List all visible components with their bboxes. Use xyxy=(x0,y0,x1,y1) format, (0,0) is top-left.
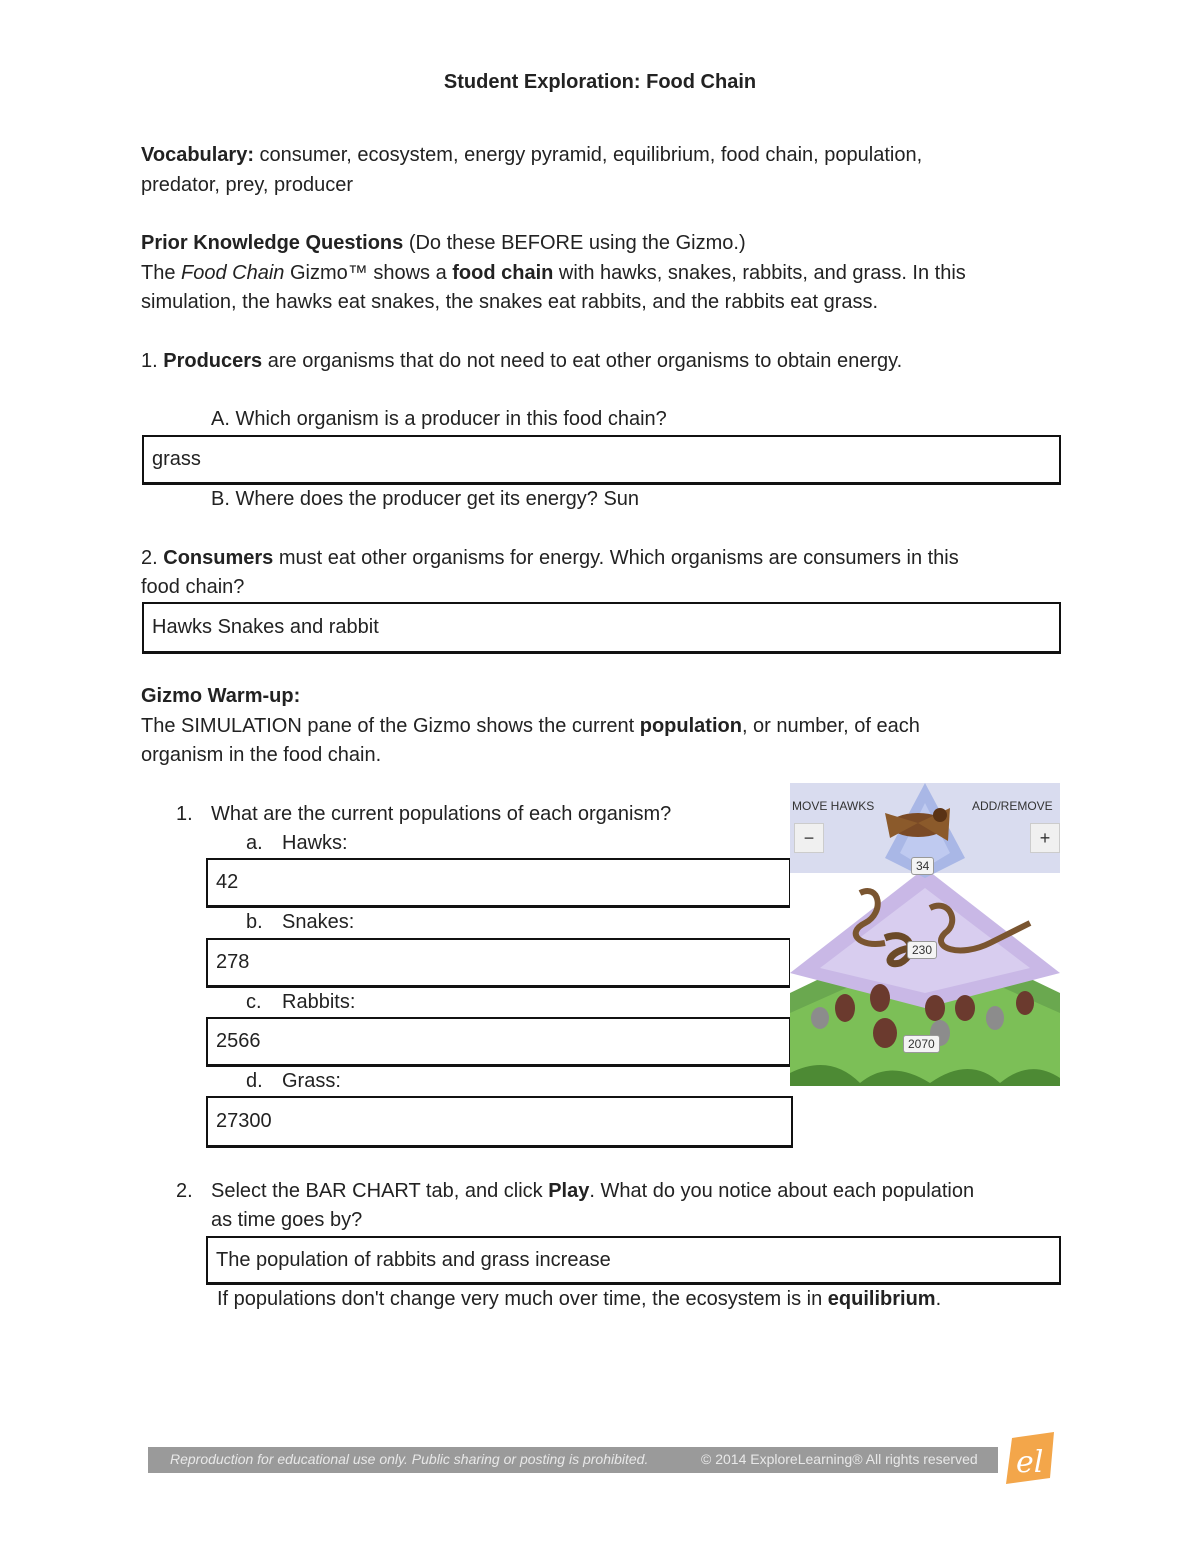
question-text: must eat other organisms for energy. Which organisms are consumers in this xyxy=(273,547,959,569)
prior-question-1b: B. Where does the producer get its energy? Sun xyxy=(211,488,640,510)
warmup-intro-line-2: organism in the food chain. xyxy=(141,744,382,766)
gizmo-add-label: ADD/REMOVE xyxy=(972,799,1053,813)
prior-intro-line-2: simulation, the hawks eat snakes, the snakes eat rabbits, and the rabbits eat grass. xyxy=(141,291,879,313)
answer-field-rabbits[interactable]: 2566 xyxy=(206,1017,791,1067)
item-label-snakes: Snakes: xyxy=(282,911,355,933)
warmup-heading: Gizmo Warm-up: xyxy=(141,685,301,707)
gizmo-snake-count: 230 xyxy=(907,941,937,959)
intro-bold: food chain xyxy=(452,262,554,284)
prior-heading-note: (Do these BEFORE using the Gizmo.) xyxy=(403,232,746,254)
page-title: Student Exploration: Food Chain xyxy=(443,71,757,93)
intro-text: , or number, of each xyxy=(741,715,920,737)
vocabulary-terms-1: consumer, ecosystem, energy pyramid, equilibrium, food chain, population, xyxy=(254,144,923,166)
intro-text: The xyxy=(141,262,182,284)
question-text: are organisms that do not need to eat other organisms to obtain energy. xyxy=(262,350,903,372)
prior-question-1 xyxy=(141,350,902,373)
item-letter: d. xyxy=(246,1070,263,1092)
item-letter: c. xyxy=(246,991,262,1013)
answer-field-grass[interactable]: 27300 xyxy=(206,1096,793,1148)
item-letter: b. xyxy=(246,911,263,933)
gizmo-pyramid-image xyxy=(790,783,1060,1086)
item-label-grass: Grass: xyxy=(282,1070,341,1092)
vocabulary-line-1 xyxy=(141,144,922,167)
gizmo-hawk-count: 34 xyxy=(911,857,934,875)
item-label-hawks: Hawks: xyxy=(282,832,348,854)
warmup-question-2 xyxy=(211,1180,974,1203)
prior-question-2 xyxy=(141,547,959,570)
question-text: . What do you notice about each population xyxy=(589,1180,975,1202)
answer-field-snakes[interactable]: 278 xyxy=(206,938,791,988)
question-number: 1. xyxy=(141,350,164,372)
question-text: Select the BAR CHART tab, and click xyxy=(211,1180,549,1202)
prior-intro-line-1 xyxy=(141,262,966,285)
item-label-rabbits: Rabbits: xyxy=(282,991,356,1013)
intro-italic: Food Chain xyxy=(181,262,285,284)
gizmo-plus-button: + xyxy=(1030,823,1060,853)
equilibrium-note xyxy=(217,1288,941,1311)
question-bold: Play xyxy=(548,1180,590,1202)
question-bold: Producers xyxy=(163,350,263,372)
note-text: . xyxy=(935,1288,942,1310)
footer-bar xyxy=(148,1447,998,1473)
answer-field-2[interactable]: Hawks Snakes and rabbit xyxy=(142,602,1061,654)
note-text: If populations don't change very much over time, the ecosystem is in xyxy=(217,1288,828,1310)
intro-text: with hawks, snakes, rabbits, and grass. In this xyxy=(553,262,966,284)
vocabulary-label: Vocabulary: xyxy=(141,144,254,166)
question-bold: Consumers xyxy=(163,547,274,569)
prior-heading xyxy=(141,232,746,255)
intro-text: The SIMULATION pane of the Gizmo shows the current xyxy=(141,715,640,737)
prior-question-1a: A. Which organism is a producer in this food chain? xyxy=(211,408,667,430)
gizmo-minus-button: − xyxy=(794,823,824,853)
note-bold: equilibrium xyxy=(827,1288,936,1310)
warmup-intro-line-1 xyxy=(141,715,920,738)
intro-text: Gizmo™ shows a xyxy=(284,262,453,284)
logo-text: el xyxy=(1016,1445,1044,1480)
prior-heading-label: Prior Knowledge Questions xyxy=(141,232,404,254)
warmup-question-1-number: 1. xyxy=(176,803,193,825)
gizmo-remove-label: MOVE HAWKS xyxy=(792,799,875,813)
warmup-question-2-number: 2. xyxy=(176,1180,193,1202)
warmup-question-1: What are the current populations of each organism? xyxy=(211,803,672,825)
answer-field-1a[interactable]: grass xyxy=(142,435,1061,485)
vocabulary-line-2: predator, prey, producer xyxy=(141,174,353,196)
footer-copyright: © 2014 ExploreLearning® All rights reserved xyxy=(701,1451,978,1467)
answer-field-hawks[interactable]: 42 xyxy=(206,858,791,908)
explorelearning-logo xyxy=(998,1428,1060,1488)
item-letter: a. xyxy=(246,832,263,854)
answer-field-q2[interactable]: The population of rabbits and grass increase xyxy=(206,1236,1061,1285)
footer-reproduction-note: Reproduction for educational use only. Public sharing or posting is prohibited. xyxy=(170,1451,649,1467)
question-number: 2. xyxy=(141,547,164,569)
gizmo-rabbit-count: 2070 xyxy=(903,1035,940,1053)
prior-question-2-line-2: food chain? xyxy=(141,576,245,598)
warmup-question-2-line-2: as time goes by? xyxy=(211,1209,363,1231)
intro-bold: population xyxy=(639,715,742,737)
